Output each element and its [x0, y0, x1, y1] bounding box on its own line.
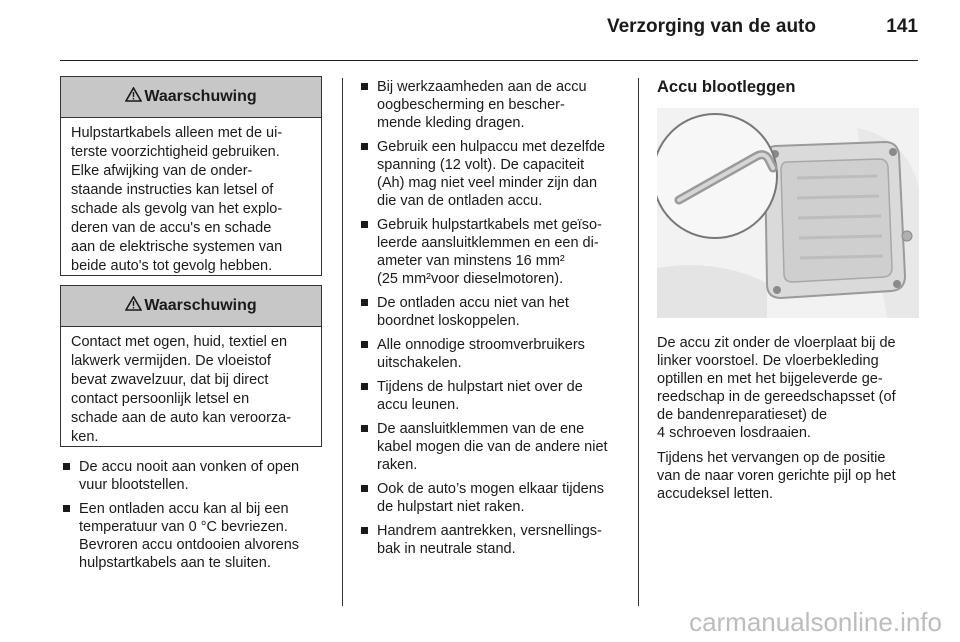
list-item: [358, 378, 626, 414]
warning-box-2: [60, 285, 322, 447]
warning-box-1: [60, 76, 322, 276]
text-line: De ontladen accu niet van het: [377, 295, 569, 311]
text-line: (Ah) mag niet veel minder zijn dan: [377, 175, 598, 191]
paragraph: [657, 334, 923, 442]
warning-header: [61, 286, 321, 327]
text-line: accu leunen.: [377, 397, 460, 413]
warning-text: [61, 118, 321, 276]
text-line: schade aan de auto kan veroorza-: [71, 410, 292, 426]
text-line: de hulpstart niet raken.: [377, 499, 525, 515]
text-line: Ook de auto’s mogen elkaar tijdens: [377, 481, 605, 497]
section-body: [657, 334, 923, 510]
list-item: [358, 480, 626, 516]
text-line: terste voorzichtigheid gebruiken.: [71, 144, 280, 160]
text-line: oogbescherming en bescher-: [377, 97, 565, 113]
list-item: [358, 336, 626, 372]
text-line: de bandenreparatieset) de: [657, 407, 828, 423]
text-line: Bevroren accu ontdooien alvorens: [79, 537, 300, 553]
text-line: spanning (12 volt). De capaciteit: [377, 157, 585, 173]
page-header-title: Verzorging van de auto: [606, 16, 816, 37]
warning-header: [61, 77, 321, 118]
text-line: Gebruik een hulpaccu met dezelfde: [377, 139, 606, 155]
text-line: vuur blootstellen.: [79, 477, 189, 493]
warning-triangle-icon: [125, 87, 142, 107]
bullet-list-left: [60, 458, 326, 578]
text-line: boordnet loskoppelen.: [377, 313, 520, 329]
column-divider-left: [342, 78, 343, 606]
text-line: Elke afwijking van de onder-: [71, 163, 253, 179]
list-item: [60, 500, 326, 572]
text-line: Bij werkzaamheden aan de accu: [377, 79, 587, 95]
text-line: bak in neutrale stand.: [377, 541, 516, 557]
warning-text: [61, 327, 321, 447]
text-line: Handrem aantrekken, versnellings-: [377, 523, 602, 539]
list-item: [60, 458, 326, 494]
text-line: mende kleding dragen.: [377, 115, 525, 131]
text-line: reedschap in de gereedschapsset (of: [657, 389, 896, 405]
header-divider: [60, 60, 918, 61]
text-line: bevat zwavelzuur, dat bij direct: [71, 372, 269, 388]
page-number: 141: [886, 16, 918, 37]
text-line: die van de ontladen accu.: [377, 193, 543, 209]
list-item: [358, 420, 626, 474]
paragraph: [657, 449, 923, 503]
warning-title: Waarschuwing: [144, 297, 257, 314]
text-line: hulpstartkabels aan te sluiten.: [79, 555, 271, 571]
column-divider-right: [638, 78, 639, 606]
text-line: 4 schroeven losdraaien.: [657, 425, 811, 441]
text-line: staande instructies kan letsel of: [71, 182, 274, 198]
text-line: Tijdens het vervangen op de positie: [657, 450, 886, 466]
text-line: Alle onnodige stroomverbruikers: [377, 337, 585, 353]
text-line: Gebruik hulpstartkabels met geïso-: [377, 217, 602, 233]
text-line: kabel mogen die van de andere niet: [377, 439, 608, 455]
text-line: De accu zit onder de vloerplaat bij de: [657, 335, 896, 351]
text-line: aan de elektrische systemen van: [71, 239, 283, 255]
text-line: optillen en met het bijgeleverde ge-: [657, 371, 883, 387]
text-line: temperatuur van 0 °C bevriezen.: [79, 519, 288, 535]
text-line: De aansluitklemmen van de ene: [377, 421, 585, 437]
text-line: ameter van minstens 16 mm²: [377, 253, 565, 269]
text-line: Contact met ogen, huid, textiel en: [71, 334, 288, 350]
watermark: carmanualsonline.info: [689, 607, 942, 637]
text-line: beide auto's tot gevolg hebben.: [71, 258, 273, 274]
text-line: contact persoonlijk letsel en: [71, 391, 250, 407]
text-line: schade als gevolg van het explo-: [71, 201, 283, 217]
bullet-list-middle: [358, 78, 626, 564]
text-line: De accu nooit aan vonken of open: [79, 459, 300, 475]
section-title: Accu blootleggen: [657, 78, 796, 96]
text-line: accudeksel letten.: [657, 486, 774, 502]
text-line: Hulpstartkabels alleen met de ui-: [71, 125, 283, 141]
text-line: (25 mm²voor dieselmotoren).: [377, 271, 564, 287]
text-line: leerde aansluitklemmen en een di-: [377, 235, 599, 251]
list-item: [358, 294, 626, 330]
battery-cover-illustration: [657, 108, 919, 318]
list-item: [358, 216, 626, 288]
text-line: uitschakelen.: [377, 355, 462, 371]
text-line: lakwerk vermijden. De vloeistof: [71, 353, 271, 369]
list-item: [358, 78, 626, 132]
text-line: deren van de accu's en schade: [71, 220, 272, 236]
text-line: ken.: [71, 429, 99, 445]
text-line: van de naar voren gerichte pijl op het: [657, 468, 896, 484]
text-line: raken.: [377, 457, 418, 473]
text-line: Tijdens de hulpstart niet over de: [377, 379, 583, 395]
text-line: Een ontladen accu kan al bij een: [79, 501, 289, 517]
text-line: linker voorstoel. De vloerbekleding: [657, 353, 879, 369]
warning-title: Waarschuwing: [144, 88, 257, 105]
warning-triangle-icon: [125, 296, 142, 316]
list-item: [358, 522, 626, 558]
list-item: [358, 138, 626, 210]
